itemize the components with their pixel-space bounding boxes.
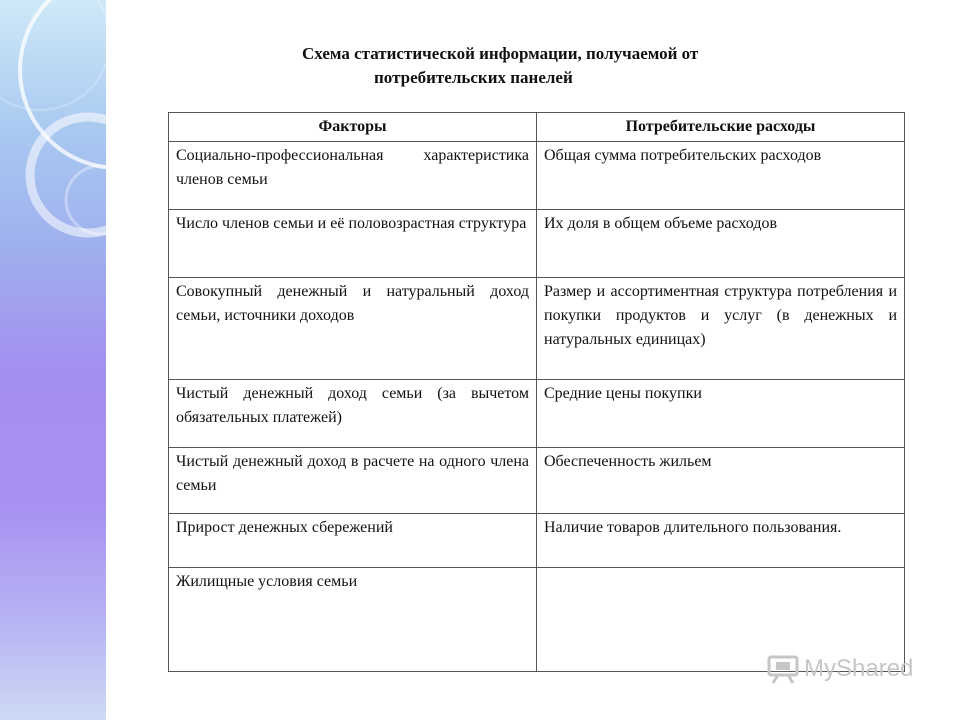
decorative-circles <box>0 0 106 720</box>
expense-cell: Общая сумма потребительских расходов <box>537 142 905 210</box>
table-header-row <box>169 113 905 142</box>
table-row <box>169 448 905 514</box>
factor-cell: Совокупный денежный и натуральный доход семьи, источники доходов <box>169 278 537 380</box>
factor-cell: Число членов семьи и её половозрастная структура <box>169 210 537 278</box>
table-row <box>169 380 905 448</box>
table-row <box>169 278 905 380</box>
factor-cell: Чистый денежный доход семьи (за вычетом обязательных платежей) <box>169 380 537 448</box>
expense-cell: Размер и ассортиментная структура потребления и покупки продуктов и услуг (в денежных и натуральных единицах) <box>537 278 905 380</box>
factor-cell: Прирост денежных сбережений <box>169 514 537 568</box>
expense-cell: Наличие товаров длительного пользования. <box>537 514 905 568</box>
myshared-watermark <box>766 654 913 684</box>
expense-cell: Средние цены покупки <box>537 380 905 448</box>
factor-cell: Чистый денежный доход в расчете на одного члена семьи <box>169 448 537 514</box>
decorative-side-strip <box>0 0 106 720</box>
header-factors: Факторы <box>169 113 537 142</box>
slide-title <box>230 42 910 90</box>
expense-cell: Их доля в общем объеме расходов <box>537 210 905 278</box>
expense-cell: Обеспеченность жильем <box>537 448 905 514</box>
factor-cell: Социально-профессиональная характеристика членов семьи <box>169 142 537 210</box>
table-row <box>169 210 905 278</box>
presentation-board-icon <box>766 654 800 684</box>
factor-cell: Жилищные условия семьи <box>169 568 537 672</box>
table-row <box>169 514 905 568</box>
factors-expenses-table <box>168 112 905 672</box>
table-row <box>169 142 905 210</box>
watermark-text: MyShared <box>804 655 914 682</box>
header-consumer-expenses: Потребительские расходы <box>537 113 905 142</box>
slide-title-line-1: Схема статистической информации, получаемой от <box>302 44 699 63</box>
slide-title-line-2: потребительских панелей <box>374 68 573 87</box>
